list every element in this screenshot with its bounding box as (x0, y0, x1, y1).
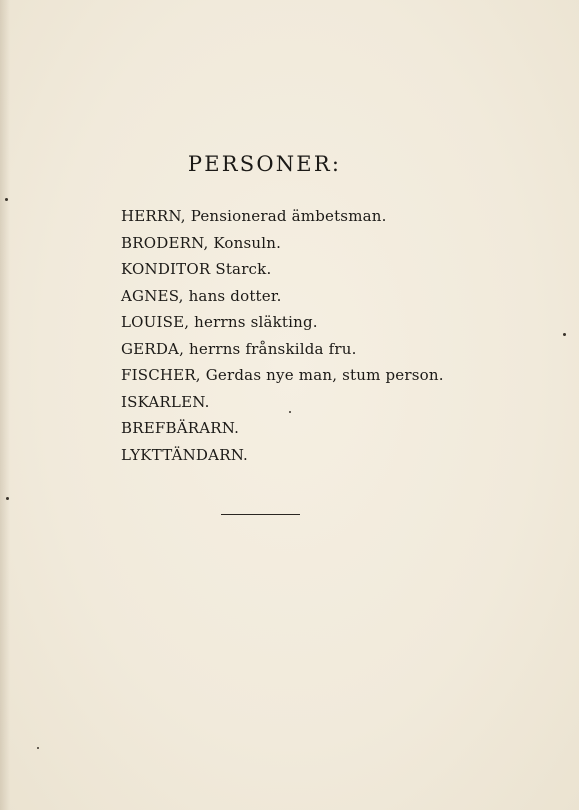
cast-item-iskarlen: ISKARLEN. (121, 392, 210, 411)
paper-speck (5, 198, 8, 201)
cast-item-lykttandarn: LYKTTÄNDARN. (121, 445, 249, 464)
spine-shadow (0, 0, 10, 810)
cast-item-fischer: FISCHER, Gerdas nye man, stum person. (121, 366, 444, 384)
section-divider (221, 514, 300, 515)
paper-speck (37, 747, 39, 749)
cast-item-gerda: GERDA, herrns frånskilda fru. (121, 339, 357, 358)
page-title: PERSONER: (187, 152, 342, 176)
cast-item-agnes: AGNES, hans dotter. (121, 286, 282, 305)
cast-item-louise: LOUISE, herrns släkting. (121, 313, 318, 331)
paper-speck (289, 411, 291, 413)
paper-speck (563, 333, 566, 336)
cast-item-brefbararn: BREFBÄRARN. (121, 419, 240, 437)
cast-item-konditor: KONDITOR Starck. (121, 260, 272, 278)
paper-speck (6, 497, 9, 500)
cast-item-herrn: HERRN, Pensionerad ämbetsman. (121, 207, 387, 225)
cast-list (121, 203, 444, 468)
cast-item-brodern: BRODERN, Konsuln. (121, 233, 282, 252)
